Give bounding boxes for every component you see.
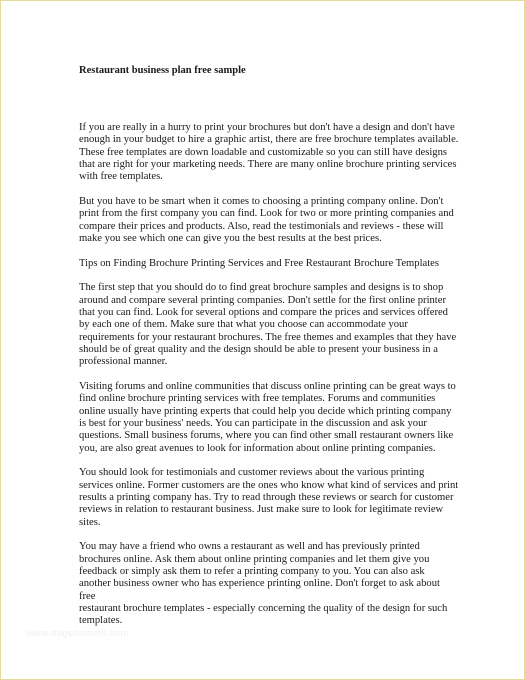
document-title: Restaurant business plan free sample (79, 65, 246, 76)
paragraph-friend: You may have a friend who owns a restaurant as well and has previously printed brochures online. Ask them about online printing companies and let them give you feedback or simply ask them to refer a printing company to you. You can also ask another business owner who has experience printing online. Don't forget to ask about free restaurant brochure templates - especially concerning the quality of the design for such templates. (79, 541, 448, 627)
document-body (79, 122, 459, 640)
paragraph-intro: If you are really in a hurry to print your brochures but don't have a design and don't have enough in your budget to hire a graphic artist, there are free brochure templates available. These free templates are down loadable and customizable so you can still have designs that are right for your marketing needs. There are many online brochure printing services with free templates. (79, 122, 459, 183)
paragraph-forums: Visiting forums and online communities that discuss online printing can be great ways to find online brochure printing services with free templates. Forums and communities online usually have printing experts that could help you decide which printing company is best for your business' needs. You can participate in the discussion and ask your questions. Small business forums, where you can find other small restaurant owners like you, are also great avenues to look for information about online printing companies. (79, 381, 456, 454)
watermark: www.ttagetlmoeth.com (27, 628, 129, 639)
paragraph-first-step: The first step that you should do to find great brochure samples and designs is to shop around and compare several printing companies. Don't settle for the first online printer that you can find. Look for several options and compare the prices and services offered by each one of them. Make sure that what you choose can accommodate your requirements for your restaurant brochures. The free themes and examples that they have should be of great quality and the design should be able to present your business in a professional manner. (79, 282, 457, 368)
section-heading-tips: Tips on Finding Brochure Printing Services and Free Restaurant Brochure Templates (79, 257, 439, 269)
paragraph-choosing-printer: But you have to be smart when it comes to choosing a printing company online. Don't print from the first company you can find. Look for two or more printing companies and compare their prices and products. Also, read the testimonials and reviews - these will make you see which one can give you the best results at the best prices. (79, 196, 454, 245)
paragraph-testimonials: You should look for testimonials and customer reviews about the various printing services online. Former customers are the ones who know what kind of services and print results a printing company has. Try to read through these reviews or search for customer reviews in relation to restaurant business. Just make sure to look for legitimate review sites. (79, 467, 459, 528)
